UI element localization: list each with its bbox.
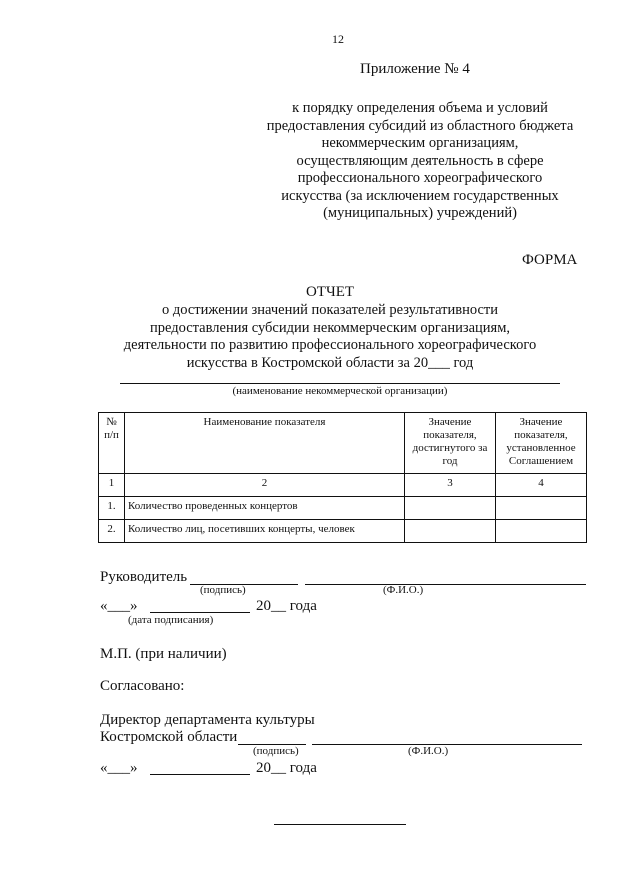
table-header-row [99, 413, 587, 474]
report-title: ОТЧЕТ [305, 284, 355, 300]
appendix-line: к порядку определения объема и условий [292, 100, 548, 116]
appendix-line: предоставления субсидий из областного бюджета [266, 117, 574, 134]
director-signature-field[interactable] [238, 730, 306, 745]
row-agreed-cell[interactable] [496, 520, 587, 543]
form-label: ФОРМА [522, 252, 578, 268]
row-number: 1. [99, 497, 125, 520]
report-subtitle-line: деятельности по развитию профессионального хореографического [123, 337, 537, 353]
column-number: 2 [125, 474, 405, 497]
row-indicator-name: Количество лиц, посетивших концерты, человек [125, 520, 405, 543]
appendix-line: (муниципальных) учреждений) [323, 205, 517, 221]
column-number: 1 [99, 474, 125, 497]
report-subtitle-line: о достижении значений показателей результативности [161, 302, 499, 318]
header-achieved-value: Значение показателя, достигнутого за год [405, 413, 496, 474]
column-number: 4 [496, 474, 587, 497]
stamp-label: М.П. (при наличии) [100, 646, 227, 662]
row-number: 2. [99, 520, 125, 543]
table-column-numbers-row [99, 474, 587, 497]
column-number: 3 [405, 474, 496, 497]
footer-divider [274, 824, 406, 825]
head-name-field[interactable] [305, 570, 586, 585]
header-number: № п/п [99, 413, 125, 474]
report-subtitle-line: искусства в Костромской области за 20___ год [186, 354, 474, 371]
appendix-line: искусства (за исключением государственных [281, 187, 559, 204]
appendix-line: некоммерческим организациям, [321, 135, 519, 151]
report-subtitle [90, 302, 570, 372]
director-title: Директор департамента культуры [100, 712, 315, 728]
indicators-table [98, 412, 587, 543]
director-department: Костромской области [100, 729, 238, 745]
appendix-line: осуществляющим деятельность в сфере [296, 152, 544, 169]
report-subtitle-line: предоставления субсидии некоммерческим организациям, [149, 319, 510, 336]
appendix-title: Приложение № 4 [360, 61, 470, 77]
header-agreed-value: Значение показателя, установленное Соглашением [496, 413, 587, 474]
table-row [99, 497, 587, 520]
organization-name-line[interactable] [120, 383, 560, 384]
director-date-year: 20__ года [256, 760, 317, 776]
page-number: 12 [332, 32, 344, 46]
agreed-label: Согласовано: [100, 678, 185, 694]
header-indicator-name: Наименование показателя [125, 413, 405, 474]
row-achieved-cell[interactable] [405, 497, 496, 520]
date-day: «___» [100, 598, 138, 614]
head-name-caption: (Ф.И.О.) [383, 584, 424, 596]
director-date-month-field[interactable] [150, 760, 250, 775]
director-signature-caption: (подпись) [253, 745, 299, 757]
appendix-description [240, 100, 600, 223]
table-row [99, 520, 587, 543]
head-signature-field[interactable] [190, 570, 298, 585]
director-date-day: «___» [100, 760, 138, 776]
organization-caption: (наименование некоммерческой организации) [232, 385, 448, 397]
appendix-line: профессионального хореографического [297, 170, 543, 186]
director-name-field[interactable] [312, 730, 582, 745]
row-achieved-cell[interactable] [405, 520, 496, 543]
row-agreed-cell[interactable] [496, 497, 587, 520]
head-label: Руководитель [100, 569, 188, 585]
row-indicator-name: Количество проведенных концертов [125, 497, 405, 520]
head-signature-caption: (подпись) [200, 584, 246, 596]
director-name-caption: (Ф.И.О.) [408, 745, 449, 757]
date-caption: (дата подписания) [128, 614, 214, 626]
date-month-field[interactable] [150, 598, 250, 613]
date-year: 20__ года [256, 598, 317, 614]
